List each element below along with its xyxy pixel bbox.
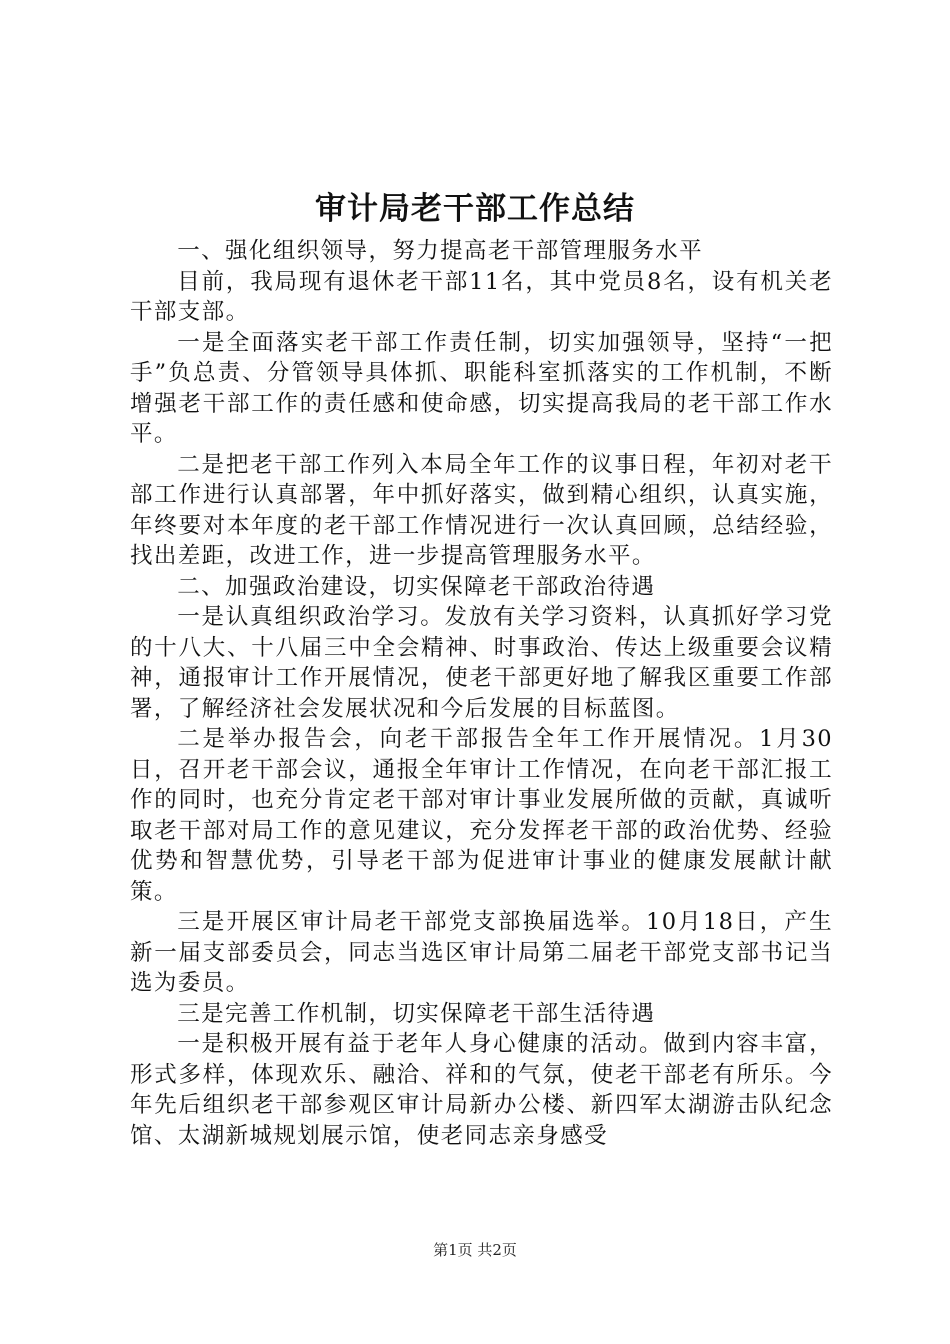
paragraph-item-1-1: 一是全面落实老干部工作责任制，切实加强领导，坚持“一把手”负总责、分管领导具体抓、职能科室抓落实的工作机制，不断增强老干部工作的责任感和使命感，切实提高我局的老干部工作水平。 (130, 329, 833, 447)
paragraph-item-3-1: 一是积极开展有益于老年人身心健康的活动。做到内容丰富，形式多样，体现欢乐、融洽、祥和的气氛，使老干部老有所乐。今年先后组织老干部参观区审计局新办公楼、新四军太湖游击队纪念馆、太湖新城规划展示馆，使老同志亲身感受 (130, 1031, 833, 1149)
document-title: 审计局老干部工作总结 (315, 191, 635, 227)
paragraph-item-2-3: 三是开展区审计局老干部党支部换届选举。10月18日，产生新一届支部委员会，同志当选区审计局第二届老干部党支部书记当选为委员。 (130, 909, 833, 996)
paragraph-item-1-2: 二是把老干部工作列入本局全年工作的议事日程，年初对老干部工作进行认真部署，年中抓好落实，做到精心组织，认真实施，年终要对本年度的老干部工作情况进行一次认真回顾，总结经验，找出差距，改进工作，进一步提高管理服务水平。 (130, 451, 833, 569)
section-heading-3: 三是完善工作机制，切实保障老干部生活待遇 (177, 1000, 656, 1027)
paragraph-intro: 目前，我局现有退休老干部11名，其中党员8名，设有机关老干部支部。 (130, 268, 833, 325)
section-heading-2: 二、加强政治建设，切实保障老干部政治待遇 (177, 573, 656, 600)
section-heading-1: 一、强化组织领导，努力提高老干部管理服务水平 (177, 238, 704, 264)
paragraph-item-2-2: 二是举办报告会，向老干部报告全年工作开展情况。1月30日，召开老干部会议，通报全年审计工作情况，在向老干部汇报工作的同时，也充分肯定老干部对审计事业发展所做的贡献，真诚听取老干部对局工作的意见建议，充分发挥老干部的政治优势、经验优势和智慧优势，引导老干部为促进审计事业的健康发展献计献策。 (130, 726, 833, 905)
paragraph-item-2-1: 一是认真组织政治学习。发放有关学习资料，认真抓好学习党的十八大、十八届三中全会精神、时事政治、传达上级重要会议精神，通报审计工作开展情况，使老干部更好地了解我区重要工作部署，了解经济社会发展状况和今后发展的目标蓝图。 (130, 604, 833, 722)
page-footer: 第1页 共2页 (433, 1241, 517, 1259)
document-body (130, 236, 833, 1151)
